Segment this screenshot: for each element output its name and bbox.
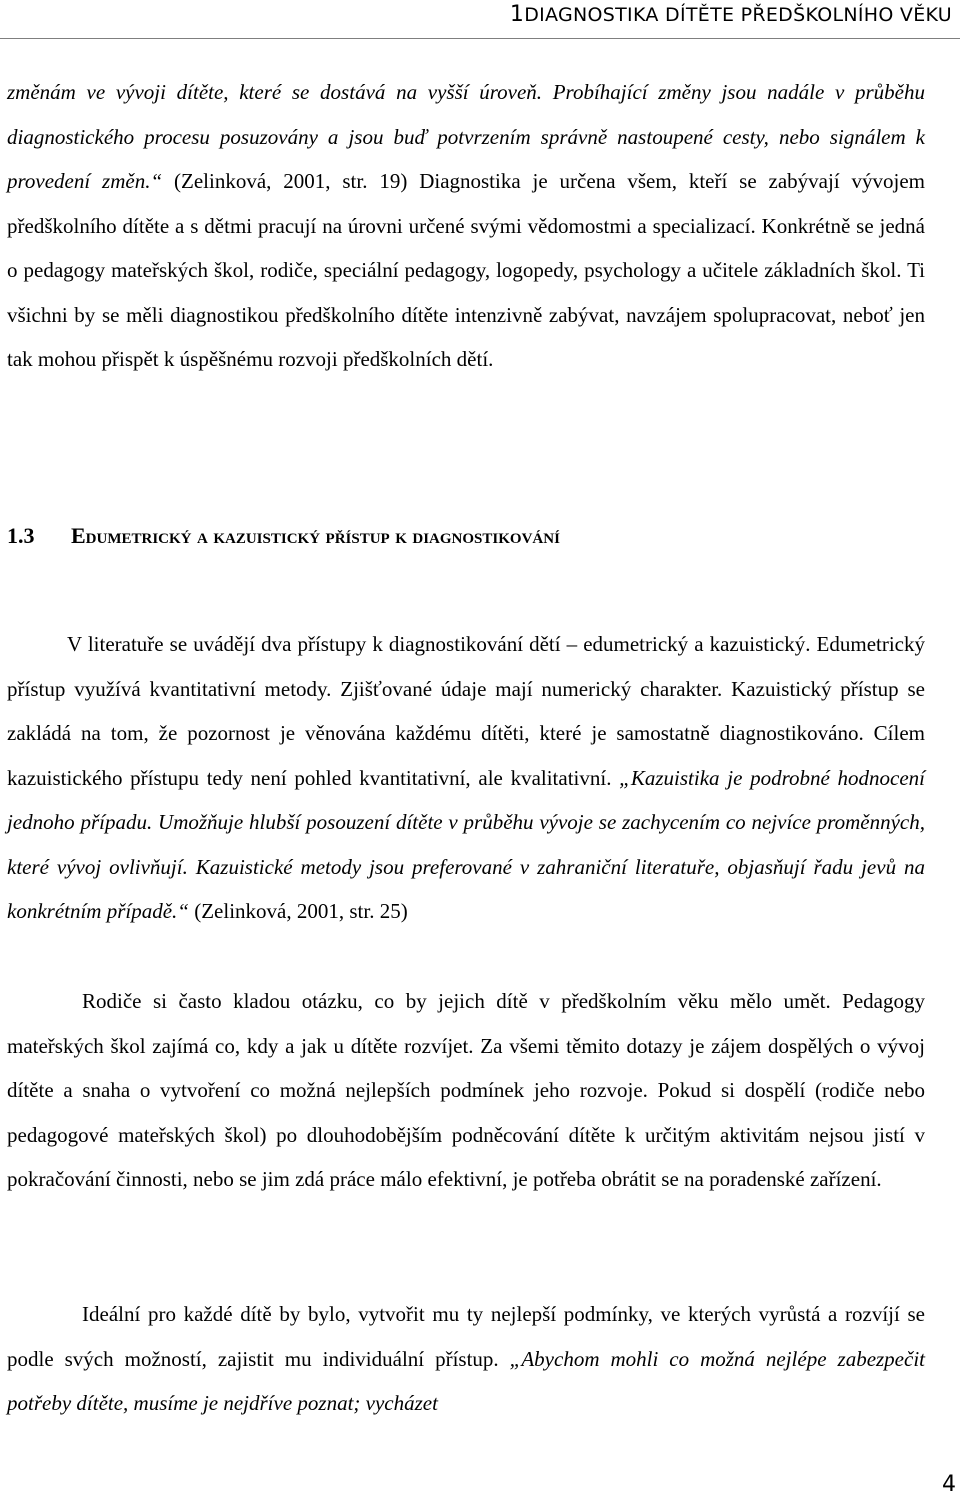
paragraph-parents-questions — [7, 979, 925, 1202]
citation: (Zelinková, 2001, str. 19) — [162, 169, 408, 193]
paragraph-approaches — [7, 622, 925, 934]
paragraph-text: Rodiče si často kladou otázku, co by jejich dítě v předškolním věku mělo umět. Pedagogy mateřských škol zajímá co, kdy a jak u dítěte rozvíjet. Za všemi těmito dotazy je zájem dospělých o vývoj dítěte a snaha o vytvoření co možná nejlepších podmínek jeho rozvoje. Pokud si dospělí (rodiče nebo pedagogové mateřských škol) po dlouhodobějším podněcování dítěte k určitým aktivitám nejsou jistí v pokračování činnosti, nebo se jim zdá práce málo efektivní, je potřeba obrátit se na poradenské zařízení. — [7, 989, 925, 1191]
section-heading — [7, 523, 560, 549]
section-title: Edumetrický a kazuistický přístup k diagnostikování — [71, 523, 560, 548]
chapter-number: 1 — [509, 2, 525, 27]
quote-text: změnám ve vývoji dítěte, které se dostává na vyšší úroveň. Probíhající změny jsou nadále v průběhu diagnostického procesu posuzovány a jsou buď potvrzením správně nastoupené cesty, nebo signálem k provedení změn.“ — [7, 80, 925, 193]
quote-text: „Kazuistika je podrobné hodnocení jednoho případu. Umožňuje hlubší posouzení dítěte v průběhu vývoje se zachycením co nejvíce proměnných, které vývoj ovlivňují. Kazuistické metody jsou preferované v zahraniční literatuře, objasňují řadu jevů na konkrétním případě.“ — [7, 765, 925, 923]
paragraph-text: Ideální pro každé dítě by bylo, vytvořit mu ty nejlepší podmínky, ve kterých vyrůstá a rozvíjí se podle svých možností, zajistit mu individuální přístup. — [7, 1302, 925, 1371]
page-number: 4 — [942, 1472, 956, 1497]
citation: (Zelinková, 2001, str. 25) — [188, 899, 408, 923]
paragraph-diagnostics-audience — [7, 70, 925, 382]
quote-text: „Abychom mohli co možná nejlépe zabezpečit potřeby dítěte, musíme je nejdříve poznat; vycházet — [7, 1346, 925, 1415]
paragraph-text: Diagnostika je určena všem, kteří se zabývají vývojem předškolního dítěte a s dětmi pracují na úrovni určené svými vědomostmi a specializací. Konkrétně se jedná o pedagogy mateřských škol, rodiče, speciální pedagogy, logopedy, psychology a učitele základních škol. Ti všichni by se měli diagnostikou předškolního dítěte intenzivně zabývat, navzájem spolupracovat, neboť jen tak mohou přispět k úspěšnému rozvoji předškolních dětí. — [7, 169, 926, 371]
running-header — [510, 2, 952, 27]
paragraph-text: V literatuře se uvádějí dva přístupy k diagnostikování dětí – edumetrický a kazuistický. Edumetrický přístup využívá kvantitativní metody. Zjišťované údaje mají numerický charakter. Kazuistický přístup se zakládá na tom, že pozornost je věnována každému dítěti, které je samostatně diagnostikováno. Cílem kazuistického přístupu tedy není pohled kvantitativní, ale kvalitativní. — [7, 632, 925, 790]
paragraph-ideal-conditions — [7, 1292, 925, 1426]
header-divider — [0, 38, 960, 39]
chapter-title: DIAGNOSTIKA DÍTĚTE PŘEDŠKOLNÍHO VĚKU — [524, 4, 952, 26]
section-number: 1.3 — [7, 523, 35, 548]
